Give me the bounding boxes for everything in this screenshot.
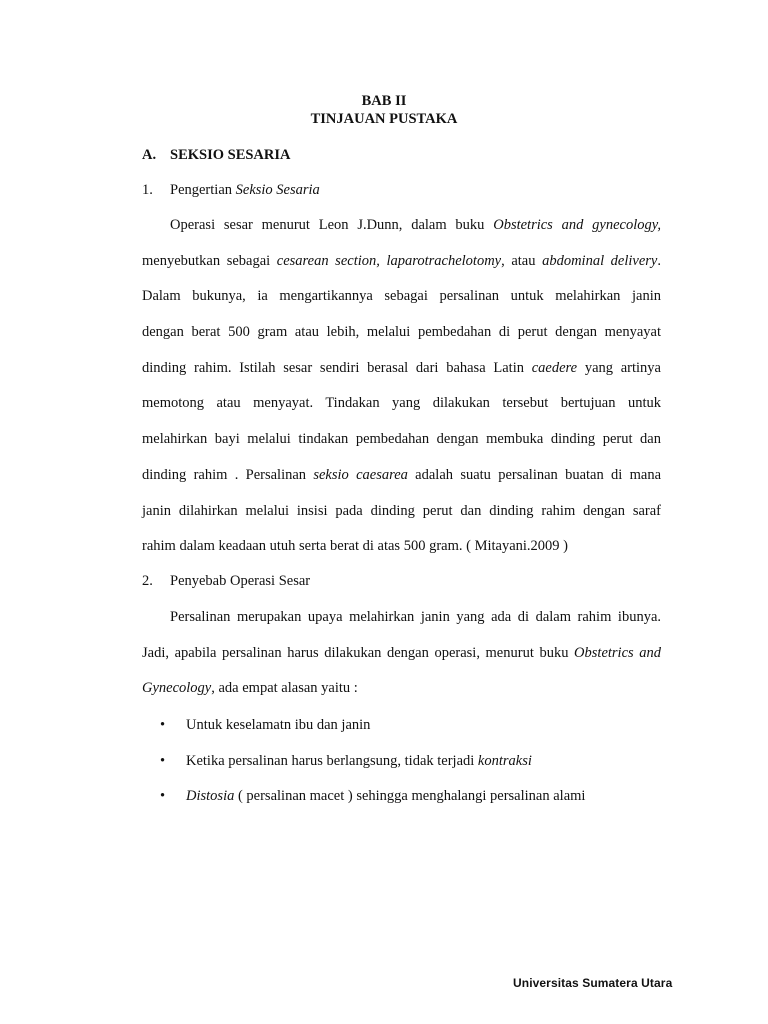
subsection-1-number: 1.: [142, 182, 153, 198]
paragraph-line: memotong atau menyayat. Tindakan yang dilakukan tersebut bertujuan untuk: [142, 395, 661, 412]
subsection-1-label-italic: Seksio Sesaria: [235, 182, 320, 198]
subsection-1-label: Pengertian: [170, 182, 236, 198]
subsection-2-heading: [142, 572, 310, 590]
list-item: • Distosia ( persalinan macet ) sehingga menghalangi persalinan alami: [160, 788, 586, 804]
subsection-1-heading: [142, 181, 320, 199]
chapter-number: BAB II: [361, 93, 407, 109]
paragraph-line: Gynecology, ada empat alasan yaitu :: [142, 680, 358, 697]
paragraph-line: dengan berat 500 gram atau lebih, melalui pembedahan di perut dengan menyayat: [142, 324, 661, 341]
bullet-icon: •: [160, 752, 166, 769]
footer-university: Universitas Sumatera Utara: [513, 976, 673, 990]
paragraph-line: melahirkan bayi melalui tindakan pembedahan dengan membuka dinding perut dan: [142, 431, 661, 448]
reasons-list: [142, 716, 585, 823]
subsection-2-number: 2.: [142, 573, 153, 589]
bullet-icon: •: [160, 788, 166, 804]
chapter-title: TINJAUAN PUSTAKA: [310, 111, 458, 127]
paragraph-line: Persalinan merupakan upaya melahirkan janin yang ada di dalam rahim ibunya.: [170, 609, 661, 625]
paragraph-line: rahim dalam keadaan utuh serta berat di atas 500 gram. ( Mitayani.2009 ): [142, 538, 568, 555]
section-title: SEKSIO SESARIA: [170, 147, 291, 163]
paragraph-2: [142, 600, 661, 707]
bullet-icon: •: [160, 717, 166, 733]
paragraph-1: [142, 208, 661, 565]
paragraph-line: dinding rahim. Istilah sesar sendiri berasal dari bahasa Latin caedere yang artinya: [142, 359, 661, 376]
list-item: • Untuk keselamatn ibu dan janin: [160, 717, 371, 733]
paragraph-line: dinding rahim . Persalinan seksio caesarea adalah suatu persalinan buatan di mana: [142, 466, 662, 483]
subsection-2-label: Penyebab Operasi Sesar: [170, 573, 311, 589]
paragraph-line: Dalam bukunya, ia mengartikannya sebagai persalinan untuk melahirkan janin: [142, 288, 661, 305]
section-number: A.: [142, 147, 157, 163]
paragraph-line: Jadi, apabila persalinan harus dilakukan dengan operasi, menurut buku Obstetrics and: [142, 644, 661, 661]
paragraph-line: janin dilahirkan melalui insisi pada dinding perut dan dinding rahim dengan saraf: [142, 502, 661, 519]
paragraph-line: menyebutkan sebagai cesarean section, laparotrachelotomy, atau abdominal delivery.: [142, 252, 661, 269]
list-item: • Ketika persalinan harus berlangsung, tidak terjadi kontraksi: [160, 752, 532, 769]
paragraph-line: Operasi sesar menurut Leon J.Dunn, dalam buku Obstetrics and gynecology,: [170, 217, 661, 233]
section-heading: [142, 146, 290, 164]
